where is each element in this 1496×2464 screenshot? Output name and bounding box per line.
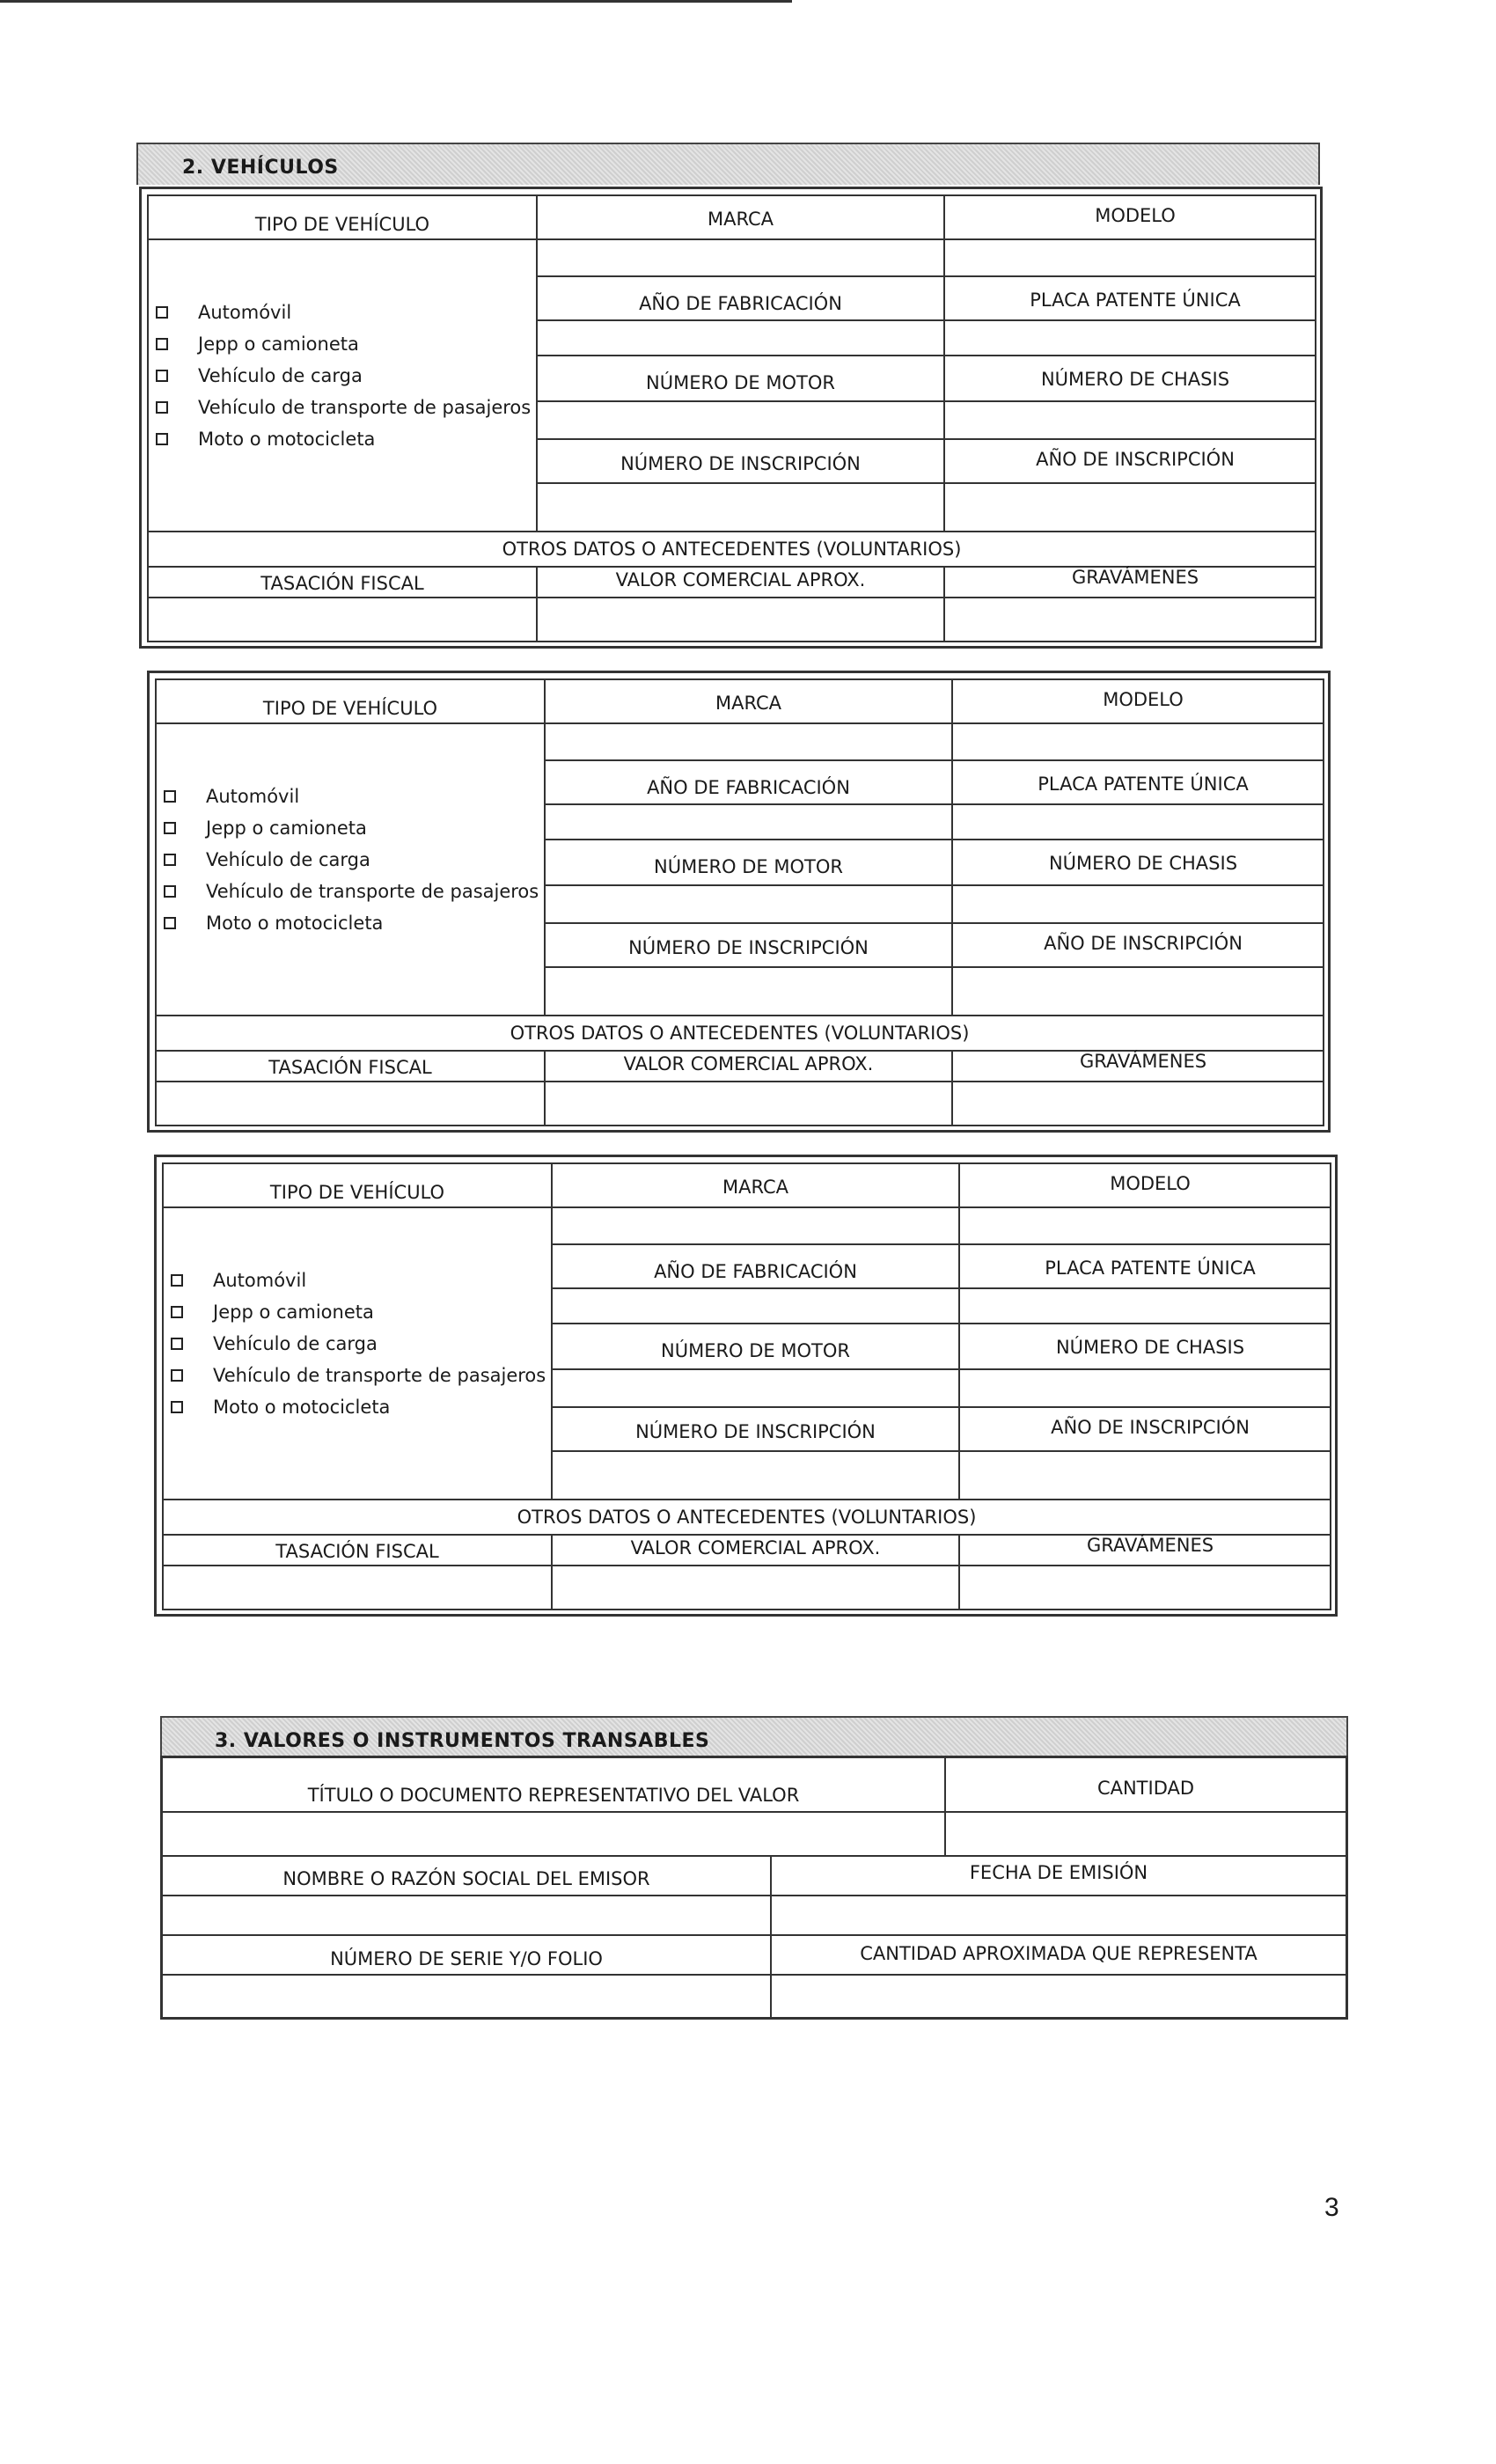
- tasacion-fiscal-label: TASACIÓN FISCAL: [260, 573, 424, 594]
- option-camioneta[interactable]: [171, 1302, 374, 1323]
- section-3-title: 3. VALORES O INSTRUMENTOS TRANSABLES: [215, 1730, 710, 1752]
- vehicle-block-inner: [147, 194, 1316, 642]
- option-label: Vehículo de transporte de pasajeros: [213, 1365, 546, 1386]
- divider: [536, 438, 1315, 440]
- divider: [163, 1974, 1346, 1976]
- marca-label: MARCA: [715, 693, 782, 714]
- divider: [536, 196, 538, 531]
- numero-chasis-label: NÚMERO DE CHASIS: [1048, 853, 1238, 874]
- option-camioneta[interactable]: [164, 818, 367, 839]
- numero-chasis-label: NÚMERO DE CHASIS: [1040, 369, 1230, 390]
- option-carga[interactable]: [164, 849, 370, 870]
- option-label: Moto o motocicleta: [213, 1397, 391, 1418]
- marca-label: MARCA: [722, 1177, 789, 1198]
- numero-motor-label: NÚMERO DE MOTOR: [661, 1340, 850, 1361]
- divider: [536, 355, 1315, 356]
- checkbox-icon[interactable]: [171, 1306, 183, 1318]
- numero-motor-label: NÚMERO DE MOTOR: [646, 372, 835, 393]
- divider: [544, 803, 1323, 805]
- nombre-emisor-label: NOMBRE O RAZÓN SOCIAL DEL EMISOR: [282, 1868, 650, 1889]
- option-label: Automóvil: [198, 302, 292, 323]
- divider: [149, 597, 1315, 598]
- cantidad-label: CANTIDAD: [1096, 1778, 1195, 1799]
- option-carga[interactable]: [156, 365, 363, 386]
- section-3-table: [160, 1756, 1348, 2020]
- page-number: 3: [1324, 2193, 1339, 2222]
- divider: [536, 319, 1315, 321]
- divider: [536, 275, 1315, 277]
- option-pasajeros[interactable]: [171, 1365, 546, 1386]
- divider: [544, 722, 1323, 724]
- divider: [544, 966, 1323, 968]
- placa-label: PLACA PATENTE ÚNICA: [1030, 290, 1241, 311]
- option-pasajeros[interactable]: [164, 881, 539, 902]
- option-automovil[interactable]: [156, 302, 291, 323]
- anio-inscripcion-label: AÑO DE INSCRIPCIÓN: [1044, 933, 1243, 954]
- option-label: Jepp o camioneta: [198, 334, 359, 355]
- page-top-edge: [0, 0, 792, 3]
- modelo-label: MODELO: [1103, 689, 1184, 710]
- divider: [536, 400, 1315, 402]
- divider: [944, 1758, 946, 1855]
- numero-chasis-label: NÚMERO DE CHASIS: [1055, 1337, 1245, 1358]
- modelo-label: MODELO: [1110, 1173, 1191, 1194]
- option-label: Moto o motocicleta: [198, 429, 376, 450]
- divider: [157, 722, 544, 724]
- option-label: Vehículo de transporte de pasajeros: [206, 881, 539, 902]
- divider: [163, 1811, 1346, 1813]
- divider: [958, 1164, 960, 1499]
- divider: [544, 759, 1323, 761]
- divider: [551, 1323, 1330, 1324]
- divider: [163, 1895, 1346, 1896]
- divider: [551, 1243, 1330, 1245]
- section-2-header: [136, 143, 1320, 185]
- checkbox-icon[interactable]: [171, 1401, 183, 1413]
- vehicle-block-3: [154, 1155, 1338, 1617]
- anio-fabricacion-label: AÑO DE FABRICACIÓN: [647, 777, 850, 798]
- divider: [551, 1287, 1330, 1289]
- section-3-header: [160, 1716, 1348, 1758]
- divider: [164, 1499, 1330, 1500]
- tasacion-fiscal-label: TASACIÓN FISCAL: [275, 1541, 439, 1562]
- gravamenes-label: GRAVÁMENES: [1071, 567, 1199, 588]
- checkbox-icon[interactable]: [164, 917, 176, 929]
- numero-inscripcion-label: NÚMERO DE INSCRIPCIÓN: [628, 937, 869, 958]
- otros-datos-label: OTROS DATOS O ANTECEDENTES (VOLUNTARIOS): [517, 1507, 977, 1528]
- modelo-label: MODELO: [1095, 205, 1176, 226]
- option-label: Automóvil: [213, 1270, 307, 1291]
- numero-serie-label: NÚMERO DE SERIE Y/O FOLIO: [330, 1948, 603, 1969]
- checkbox-icon[interactable]: [171, 1274, 183, 1287]
- option-label: Jepp o camioneta: [213, 1302, 374, 1323]
- option-camioneta[interactable]: [156, 334, 359, 355]
- numero-motor-label: NÚMERO DE MOTOR: [654, 856, 843, 877]
- checkbox-icon[interactable]: [164, 790, 176, 803]
- divider: [551, 1206, 1330, 1208]
- titulo-documento-label: TÍTULO O DOCUMENTO REPRESENTATIVO DEL VALOR: [307, 1785, 800, 1806]
- vehicle-block-inner: [155, 678, 1324, 1126]
- checkbox-icon[interactable]: [156, 401, 168, 414]
- checkbox-icon[interactable]: [156, 370, 168, 382]
- checkbox-icon[interactable]: [164, 885, 176, 898]
- section-2-title: 2. VEHÍCULOS: [182, 157, 339, 179]
- otros-datos-label: OTROS DATOS O ANTECEDENTES (VOLUNTARIOS): [510, 1023, 970, 1044]
- divider: [536, 482, 1315, 484]
- divider: [164, 1565, 1330, 1566]
- option-label: Vehículo de carga: [213, 1333, 378, 1354]
- vehicle-block-inner: [162, 1162, 1331, 1610]
- option-moto[interactable]: [171, 1397, 390, 1418]
- valor-comercial-label: VALOR COMERCIAL APROX.: [623, 1053, 874, 1074]
- checkbox-icon[interactable]: [156, 338, 168, 350]
- checkbox-icon[interactable]: [171, 1338, 183, 1350]
- otros-datos-label: OTROS DATOS O ANTECEDENTES (VOLUNTARIOS): [502, 539, 962, 560]
- checkbox-icon[interactable]: [164, 854, 176, 866]
- divider: [551, 1450, 1330, 1452]
- divider: [536, 238, 1315, 240]
- divider: [951, 680, 953, 1015]
- vehicle-block-2: [147, 671, 1331, 1133]
- gravamenes-label: GRAVÁMENES: [1079, 1051, 1207, 1072]
- vehicle-block-1: [139, 187, 1323, 649]
- option-label: Vehículo de transporte de pasajeros: [198, 397, 532, 418]
- anio-fabricacion-label: AÑO DE FABRICACIÓN: [654, 1261, 857, 1282]
- tipo-vehiculo-label: TIPO DE VEHÍCULO: [254, 214, 430, 235]
- divider: [551, 1406, 1330, 1408]
- option-automovil[interactable]: [164, 786, 299, 807]
- placa-label: PLACA PATENTE ÚNICA: [1038, 774, 1249, 795]
- tipo-vehiculo-label: TIPO DE VEHÍCULO: [262, 698, 438, 719]
- checkbox-icon[interactable]: [156, 433, 168, 445]
- option-moto[interactable]: [156, 429, 375, 450]
- anio-fabricacion-label: AÑO DE FABRICACIÓN: [639, 293, 842, 314]
- tipo-vehiculo-label: TIPO DE VEHÍCULO: [269, 1182, 445, 1203]
- valor-comercial-label: VALOR COMERCIAL APROX.: [615, 569, 866, 590]
- divider: [544, 922, 1323, 924]
- option-moto[interactable]: [164, 913, 383, 934]
- option-label: Jepp o camioneta: [206, 818, 367, 839]
- divider: [164, 1206, 551, 1208]
- divider: [163, 1934, 1346, 1936]
- numero-inscripcion-label: NÚMERO DE INSCRIPCIÓN: [620, 453, 861, 474]
- divider: [544, 839, 1323, 840]
- tasacion-fiscal-label: TASACIÓN FISCAL: [268, 1057, 432, 1078]
- divider: [544, 884, 1323, 886]
- checkbox-icon[interactable]: [171, 1369, 183, 1382]
- divider: [157, 1015, 1323, 1016]
- divider: [149, 238, 536, 240]
- checkbox-icon[interactable]: [164, 822, 176, 834]
- placa-label: PLACA PATENTE ÚNICA: [1045, 1258, 1256, 1279]
- checkbox-icon[interactable]: [156, 306, 168, 319]
- option-label: Vehículo de carga: [198, 365, 363, 386]
- option-automovil[interactable]: [171, 1270, 306, 1291]
- option-label: Automóvil: [206, 786, 300, 807]
- numero-inscripcion-label: NÚMERO DE INSCRIPCIÓN: [635, 1421, 876, 1442]
- divider: [943, 196, 945, 531]
- divider: [551, 1164, 553, 1499]
- option-label: Moto o motocicleta: [206, 913, 384, 934]
- cantidad-aprox-label: CANTIDAD APROXIMADA QUE REPRESENTA: [860, 1943, 1258, 1964]
- option-label: Vehículo de carga: [206, 849, 370, 870]
- divider: [157, 1081, 1323, 1082]
- option-carga[interactable]: [171, 1333, 378, 1354]
- divider: [149, 531, 1315, 532]
- anio-inscripcion-label: AÑO DE INSCRIPCIÓN: [1036, 449, 1235, 470]
- marca-label: MARCA: [707, 209, 774, 230]
- valor-comercial-label: VALOR COMERCIAL APROX.: [630, 1537, 881, 1558]
- gravamenes-label: GRAVÁMENES: [1086, 1535, 1214, 1556]
- fecha-emision-label: FECHA DE EMISIÓN: [969, 1862, 1148, 1883]
- option-pasajeros[interactable]: [156, 397, 531, 418]
- divider: [163, 1855, 1346, 1857]
- anio-inscripcion-label: AÑO DE INSCRIPCIÓN: [1051, 1417, 1250, 1438]
- divider: [551, 1368, 1330, 1370]
- divider: [544, 680, 546, 1015]
